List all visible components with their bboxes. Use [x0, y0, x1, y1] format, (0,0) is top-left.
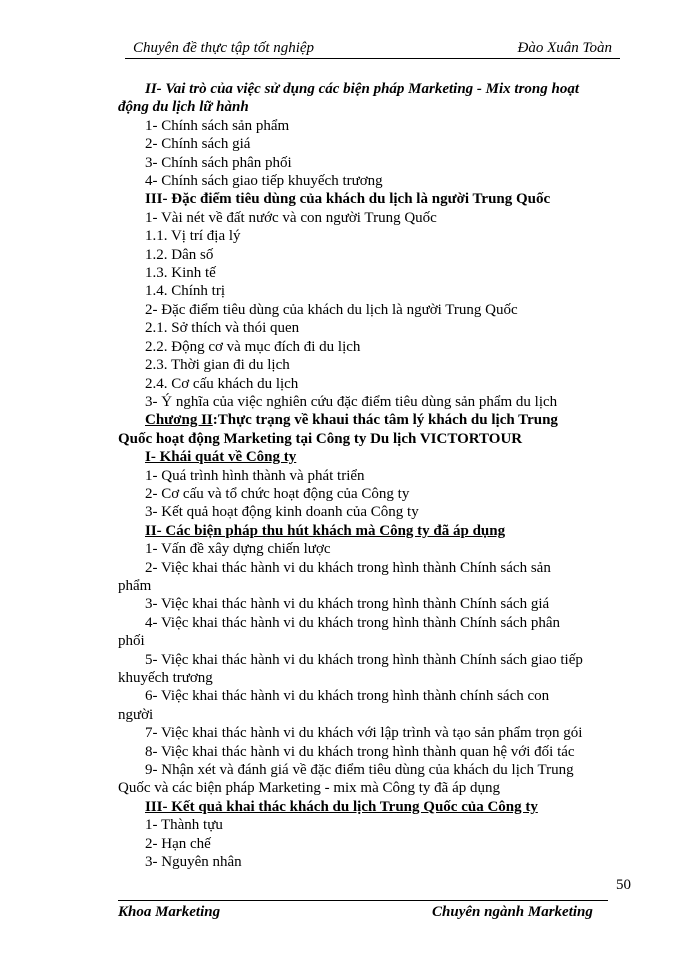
toc-line: 1- Quá trình hình thành và phát triển	[145, 467, 365, 484]
toc-line: 3- Việc khai thác hành vi du khách trong hình thành Chính sách giá	[145, 596, 550, 613]
toc-line: 2- Cơ cấu và tổ chức hoạt động của Công ty	[145, 485, 410, 502]
toc-line: I- Khái quát về Công ty	[145, 449, 297, 466]
toc-line: 3- Chính sách phân phối	[145, 154, 292, 171]
toc-line: 1.4. Chính trị	[145, 283, 226, 300]
footer-left: Khoa Marketing	[118, 904, 221, 920]
toc-line: 2.3. Thời gian đi du lịch	[145, 357, 290, 374]
toc-line: phối	[118, 633, 145, 650]
toc-line: 1- Vấn đề xây dựng chiến lược	[145, 541, 331, 558]
page-number: 50	[616, 877, 631, 893]
toc-line: 3- Kết quả hoạt động kinh doanh của Công ty	[145, 504, 419, 521]
toc-line: 5- Việc khai thác hành vi du khách trong hình thành Chính sách giao tiếp	[145, 651, 583, 668]
toc-line: II- Vai trò của việc sử dụng các biện pháp Marketing - Mix trong hoạt	[145, 81, 580, 97]
toc-line: 2- Đặc điểm tiêu dùng của khách du lịch là người Trung Quốc	[145, 301, 518, 318]
chapter-label: Chương II	[145, 412, 213, 429]
toc-line: 3- Ý nghĩa của việc nghiên cứu đặc điểm tiêu dùng sản phẩm du lịch	[145, 393, 558, 410]
header-left: Chuyên đề thực tập tốt nghiệp	[133, 40, 315, 56]
toc-line: 4- Chính sách giao tiếp khuyếch trương	[145, 173, 383, 190]
page-header	[125, 38, 620, 59]
table-of-contents	[118, 80, 633, 871]
toc-line: 7- Việc khai thác hành vi du khách với lập trình và tạo sản phẩm trọn gói	[145, 725, 583, 742]
toc-line: 2- Chính sách giá	[145, 136, 251, 153]
header-right: Đào Xuân Toàn	[517, 40, 612, 56]
toc-line: phẩm	[118, 577, 152, 594]
toc-line: 2.4. Cơ cấu khách du lịch	[145, 375, 299, 392]
toc-line: 2.1. Sở thích và thói quen	[145, 320, 300, 337]
toc-line: 1- Chính sách sản phẩm	[145, 117, 290, 134]
toc-line: Quốc và các biện pháp Marketing - mix mà Công ty đã áp dụng	[118, 780, 500, 797]
toc-line: III- Đặc điểm tiêu dùng của khách du lịch là người Trung Quốc	[145, 191, 551, 208]
toc-line: 1.1. Vị trí địa lý	[145, 228, 241, 245]
toc-line: 9- Nhận xét và đánh giá về đặc điểm tiêu dùng của khách du lịch Trung	[145, 762, 574, 779]
footer-rule	[118, 900, 608, 901]
toc-line: 3- Nguyên nhân	[145, 854, 242, 871]
toc-line: 2- Hạn chế	[145, 835, 211, 852]
toc-line: 6- Việc khai thác hành vi du khách trong hình thành chính sách con	[145, 688, 550, 705]
toc-line: 4- Việc khai thác hành vi du khách trong hình thành Chính sách phân	[145, 614, 560, 631]
toc-line: 8- Việc khai thác hành vi du khách trong hình thành quan hệ với đối tác	[145, 743, 575, 760]
toc-line: III- Kết quả khai thác khách du lịch Trung Quốc của Công ty	[145, 798, 538, 815]
toc-line: khuyếch trương	[118, 670, 213, 686]
toc-line: 2.2. Động cơ và mục đích đi du lịch	[145, 338, 361, 355]
toc-line: động du lịch lữ hành	[118, 99, 249, 116]
toc-line: người	[118, 706, 154, 723]
toc-line: 1.2. Dân số	[145, 246, 214, 263]
toc-line: 2- Việc khai thác hành vi du khách trong hình thành Chính sách sản	[145, 559, 551, 576]
toc-line: II- Các biện pháp thu hút khách mà Công ty đã áp dụng	[145, 522, 506, 539]
footer-right: Chuyên ngành Marketing	[432, 904, 593, 920]
chapter-title: :Thực trạng về khaui thác tâm lý khách du lịch Trung	[212, 412, 558, 429]
toc-line: 1- Vài nét về đất nước và con người Trung Quốc	[145, 209, 437, 226]
toc-line: Quốc hoạt động Marketing tại Công ty Du lịch VICTORTOUR	[118, 430, 523, 447]
chapter-heading	[145, 411, 633, 429]
toc-line: 1.3. Kinh tế	[145, 265, 216, 282]
toc-line: 1- Thành tựu	[145, 817, 223, 834]
